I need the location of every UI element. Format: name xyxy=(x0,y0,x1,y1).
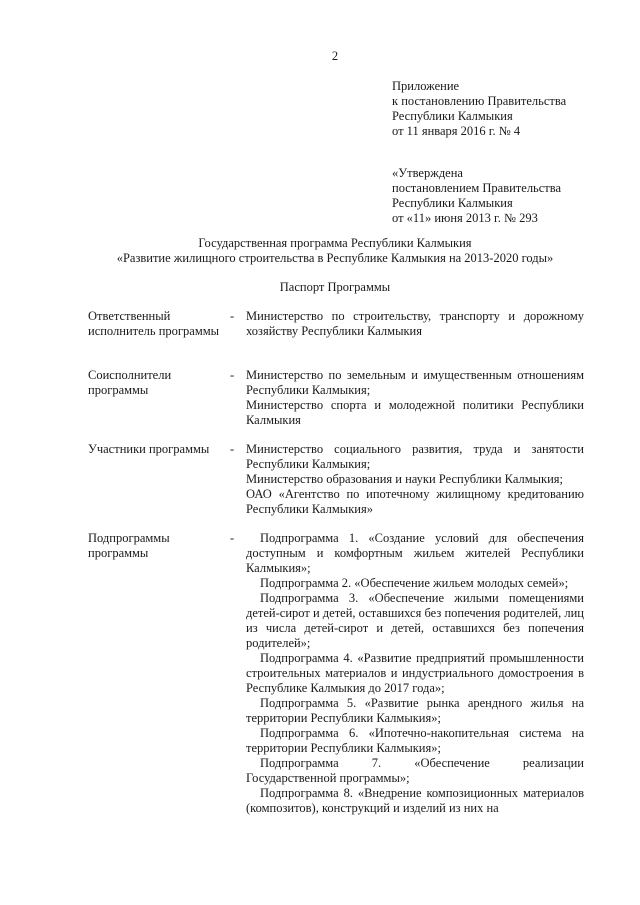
subprogram-item: Подпрограмма 8. «Внедрение композиционных материалов (композитов), конструкций и изделий из них на xyxy=(246,786,584,815)
row-dash: - xyxy=(230,368,235,382)
approval-block xyxy=(392,166,632,226)
row-label: Участники программы xyxy=(88,442,210,456)
row-content xyxy=(246,531,584,816)
row-label: Подпрограммы программы xyxy=(88,531,170,560)
row-dash: - xyxy=(230,531,235,545)
annex-block xyxy=(392,79,632,139)
row-paragraph: Министерство социального развития, труда и занятости Республики Калмыкия; xyxy=(246,442,584,471)
row-content xyxy=(246,309,584,339)
row-dash: - xyxy=(230,309,235,323)
annex-line: к постановлению Правительства xyxy=(392,94,567,108)
row-paragraph: Министерство образования и науки Республики Калмыкия; xyxy=(246,472,564,486)
program-title xyxy=(0,236,640,266)
subprogram-item: Подпрограмма 2. «Обеспечение жильем молодых семей»; xyxy=(260,576,569,590)
program-title-line1: Государственная программа Республики Калмыкия xyxy=(198,236,472,250)
annex-line: Республики Калмыкия xyxy=(392,109,513,123)
approval-line: «Утверждена xyxy=(392,166,463,180)
subprogram-item: Подпрограмма 7. «Обеспечение реализации Государственной программы»; xyxy=(246,756,584,785)
annex-line: Приложение xyxy=(392,79,460,93)
annex-line: от 11 января 2016 г. № 4 xyxy=(392,124,521,138)
row-paragraph: Министерство по строительству, транспорту и дорожному хозяйству Республики Калмыкия xyxy=(246,309,584,338)
row-content xyxy=(246,368,584,428)
row-dash: - xyxy=(230,442,235,456)
page-number: 2 xyxy=(331,49,339,63)
program-title-line2: «Развитие жилищного строительства в Республике Калмыкия на 2013-2020 годы» xyxy=(116,251,554,265)
subprogram-item: Подпрограмма 3. «Обеспечение жилыми помещениями детей-сирот и детей, оставшихся без попечения родителей, лиц из числа детей-сирот и детей, оставшихся без попечения родителей»; xyxy=(246,591,584,650)
row-label: Соисполнители программы xyxy=(88,368,172,397)
row-paragraph: ОАО «Агентство по ипотечному жилищному кредитованию Республики Калмыкия» xyxy=(246,487,584,516)
row-paragraph: Министерство по земельным и имущественным отношениям Республики Калмыкия; xyxy=(246,368,584,397)
approval-line: Республики Калмыкия xyxy=(392,196,513,210)
subprogram-item: Подпрограмма 4. «Развитие предприятий промышленности строительных материалов и индустриального домостроения в Республике Калмыкия до 2017 года»; xyxy=(246,651,584,695)
row-label: Ответственный исполнитель программы xyxy=(88,309,220,338)
subprogram-item: Подпрограмма 5. «Развитие рынка арендного жилья на территории Республики Калмыкия»; xyxy=(246,696,584,725)
approval-line: от «11» июня 2013 г. № 293 xyxy=(392,211,538,225)
row-paragraph: Министерство спорта и молодежной политики Республики Калмыкия xyxy=(246,398,584,427)
passport-heading: Паспорт Программы xyxy=(279,280,391,294)
subprogram-item: Подпрограмма 6. «Ипотечно-накопительная система на территории Республики Калмыкия»; xyxy=(246,726,584,755)
row-content xyxy=(246,442,584,517)
approval-line: постановлением Правительства xyxy=(392,181,562,195)
subprogram-item: Подпрограмма 1. «Создание условий для обеспечения доступным и комфортным жильем жителей Республики Калмыкия»; xyxy=(246,531,584,575)
